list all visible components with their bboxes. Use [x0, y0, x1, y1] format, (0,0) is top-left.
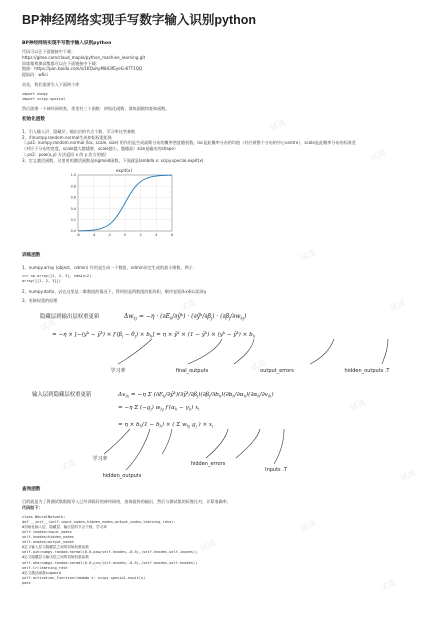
x-tick-label: 0 [123, 232, 127, 237]
x-tick-label: 2 [139, 232, 142, 237]
y-tick-label: 0.6 [70, 195, 76, 200]
train-item: 1、numpy.array (object，ndmin) 作用是生成一个数组，ndmin决定生成的最小维数，例子： [22, 264, 197, 270]
x-tick-label: -2 [107, 232, 112, 237]
fig2-label-inputs-t: Inputs .T [265, 467, 287, 474]
watermark-text: 试读 [398, 468, 418, 483]
then-build: 然后创建一个神经网络类，类里有三个函数：初始化函数、训练函数和查询函数。 [22, 105, 170, 111]
watermark-text: 试读 [268, 118, 288, 133]
watermark-text: 试读 [178, 298, 198, 313]
fig1-lead: 隐藏层到输出层权重更新 [40, 314, 100, 321]
train-heading: 训练函数 [22, 252, 41, 258]
fig1-arrows [118, 339, 388, 364]
fig1-label-out-err: output_errors [260, 368, 294, 375]
document-page [22, 10, 422, 586]
watermark-text: 试读 [368, 148, 388, 163]
code-line: self.onodes=output_nodes [22, 540, 74, 545]
fig2-label-hidden-err: hidden_errors [190, 461, 226, 468]
code-line: self.inodes=input_nodes [22, 530, 72, 534]
code-heading: 代码如下： [22, 504, 43, 510]
import-line: import scipy.special [22, 96, 66, 101]
intro-link-code[interactable]: https://gitee.com/cloud_maple/python_machine_learning.git [22, 54, 146, 60]
fig1-label-lr: 学习率 [110, 368, 126, 375]
train-item: 2、numpy.dot(x，y)在这里是二维数组的情况下，得到的是两数组的矩阵积，顺序是矩阵x乘以矩阵y [22, 288, 207, 294]
watermark-text: 试读 [298, 518, 318, 533]
watermark-text: 试读 [348, 398, 368, 413]
fig1-label-final: final_outputs [175, 368, 209, 375]
weight-update-figure-1 [22, 306, 422, 378]
y-tick-label: 1.0 [70, 172, 76, 177]
init-item: （对应于分布的宽度，scale越大越矮胖，scale越小，越瘦高）size是输出的shape） [22, 146, 179, 152]
code-line: self.lr=learning_rate [22, 565, 68, 570]
code-block [22, 515, 422, 586]
code-line: self.who=numpy.random.normal(0.0,pow(self.onodes,-0.5),(self.onodes,self.hnodes)) [22, 560, 198, 565]
watermark-text: 试读 [38, 318, 58, 333]
x-tick-label: -6 [76, 232, 80, 237]
watermark-text: 试读 [298, 248, 318, 263]
watermark-text: 试读 [248, 358, 268, 373]
y-tick-label: 0.0 [70, 228, 76, 233]
code-line: #定义激活函数sigmoid [22, 570, 61, 575]
y-tick-label: 0.8 [70, 183, 76, 188]
page-title: BP神经网络实现手写数字输入识别python [22, 13, 257, 27]
code-line: self.wih=numpy.random.normal(0.0,pow(self.hnodes,-0.5),(self.hnodes,self.inodes)) [22, 550, 198, 555]
fig2-formula-c: = $\eta \times b_h(1 - b_h)$ × ( Σ $w_{hj}$ $g_j$ ) × $x_i$ [118, 422, 214, 429]
intro-block [22, 49, 422, 78]
fig2-label-lr: 学习率 [92, 456, 108, 463]
intro-line: 训练集和测试集都可以在下面链接中下载： [22, 60, 100, 66]
x-tick-label: -4 [91, 232, 96, 237]
code-line: class NeuralNetwork: [22, 514, 66, 519]
train-code: >>> np.array([1, 2, 3], ndmin=2) [22, 274, 92, 279]
watermark-text: 试读 [88, 558, 108, 573]
code-line: self.activation_function=lambda x: scipy.special.expit(x) [22, 575, 146, 580]
code-line: def __init__(self,input_nodes,hidden_nodes,output_nodes,learning_rate): [22, 519, 176, 524]
init-item: 3、定义激活函数，这里用的激活函数是sigmoid函数，下面就是lambda x: scipy.special.expit(x) [22, 157, 204, 163]
init-item: 1、引入输入层、隐藏层、输出层的节点个数、学习率这些参数 [22, 128, 136, 134]
query-text: 目的就是为了将测试集数据导入已经训练好的神经网络，查询最终的输出，然后与测试集的标签比对，计算准确率。 [22, 499, 231, 505]
y-tick-label: 0.4 [70, 206, 76, 211]
code-line: pass [22, 580, 31, 585]
fig1-label-hidden-t: hidden_outputs .T [344, 368, 390, 375]
code-line: self.hnodes=hidden_nodes [22, 535, 74, 540]
intro-line: 代码可以在下面链接中下载： [22, 49, 76, 54]
train-code: array([[1, 2, 3]]) [22, 279, 61, 284]
weight-update-figure-2 [22, 382, 422, 482]
step-first: 首先，我们需要引入下面两个库 [22, 81, 80, 87]
fig2-formula-b: = −η Σ $(-g_j)$ $w_{hj}$ $f'(\alpha_h - \gamma_h)$ $x_i$ [118, 405, 200, 412]
intro-line: 提取码：w6ci [22, 72, 48, 78]
subtitle: BP神经网络实现手写数字输入识别python [22, 41, 112, 46]
fig2-lead: 输入层到隐藏层权重更新 [32, 392, 92, 399]
watermark-text: 试读 [198, 538, 218, 553]
code-line: #定义输入层与隐藏层之间的初始权重参数 [22, 545, 89, 550]
intro-link-baidu[interactable]: 链接：https://pan.baidu.com/s/1KQuhyM843fEyeG-87T1QQ [22, 66, 143, 72]
init-item: （.ps2：pow(x,y) 方法返回 x 的 y 次方的值） [22, 151, 109, 157]
sigmoid-plot [62, 166, 182, 244]
code-line: #初始化输入层、隐藏层、输出层的节点个数、学习率 [22, 524, 107, 529]
fig2-formula-a: $\Delta v_{ih} = -\eta$ Σ $(\partial E_k/\partial ŷ^k)(\partial ŷ^k/\partial\beta_j)(\partial\beta_j/\partial b_h)(\partial b_h/\partial\alpha_h)(\partial\alpha_h/\partial v_{ih})$ [118, 391, 274, 399]
plot-title: expit(x) [115, 167, 133, 173]
init-item: （.pa1: numpy.random.normal (loc, scale, size) 的作用是生成高斯分布的概率密度随机数，loc是此概率分布的均值（对应着整个分布的中心centre），scale是此概率分布的标准差 [22, 140, 356, 146]
init-item: 2、用numpy.random.normal生成初始权重矩阵 [22, 134, 112, 140]
init-heading: 初始化函数 [22, 116, 45, 122]
watermark-text: 试读 [378, 578, 398, 593]
watermark-text: 试读 [58, 458, 78, 473]
fig1-formula-b: = $-\eta \times [-(y^k$ − $ŷ^k) \times f'(\beta_j - \theta_j) \times b_h] = \eta$ × $ŷ^k \times (1$ − $ŷ^k) \times (y^k$ − $ŷ^k) \times b_h$ [52, 331, 256, 339]
import-line: import numpy [22, 91, 48, 96]
query-heading: 查询函数 [22, 487, 41, 493]
x-tick-label: 4 [155, 232, 158, 237]
fig1-formula-a: $\Delta w_{kj} = -\eta$ · $(\partial E_k/\partial ŷ^k)$ · $(\partial ŷ^k/\partial\beta_j) \cdot (\partial\beta_j/\partial w_{kj})$ [124, 312, 247, 321]
fig2-label-hidden-out: hidden_outputs [102, 473, 142, 480]
x-tick-label: 6 [170, 232, 174, 237]
code-line: #定义隐藏层与输出层之间的初始权重参数 [22, 555, 89, 560]
watermark-text: 试读 [388, 298, 408, 313]
train-item: 3、更新权重的原理 [22, 298, 58, 304]
y-tick-label: 0.2 [70, 217, 76, 222]
